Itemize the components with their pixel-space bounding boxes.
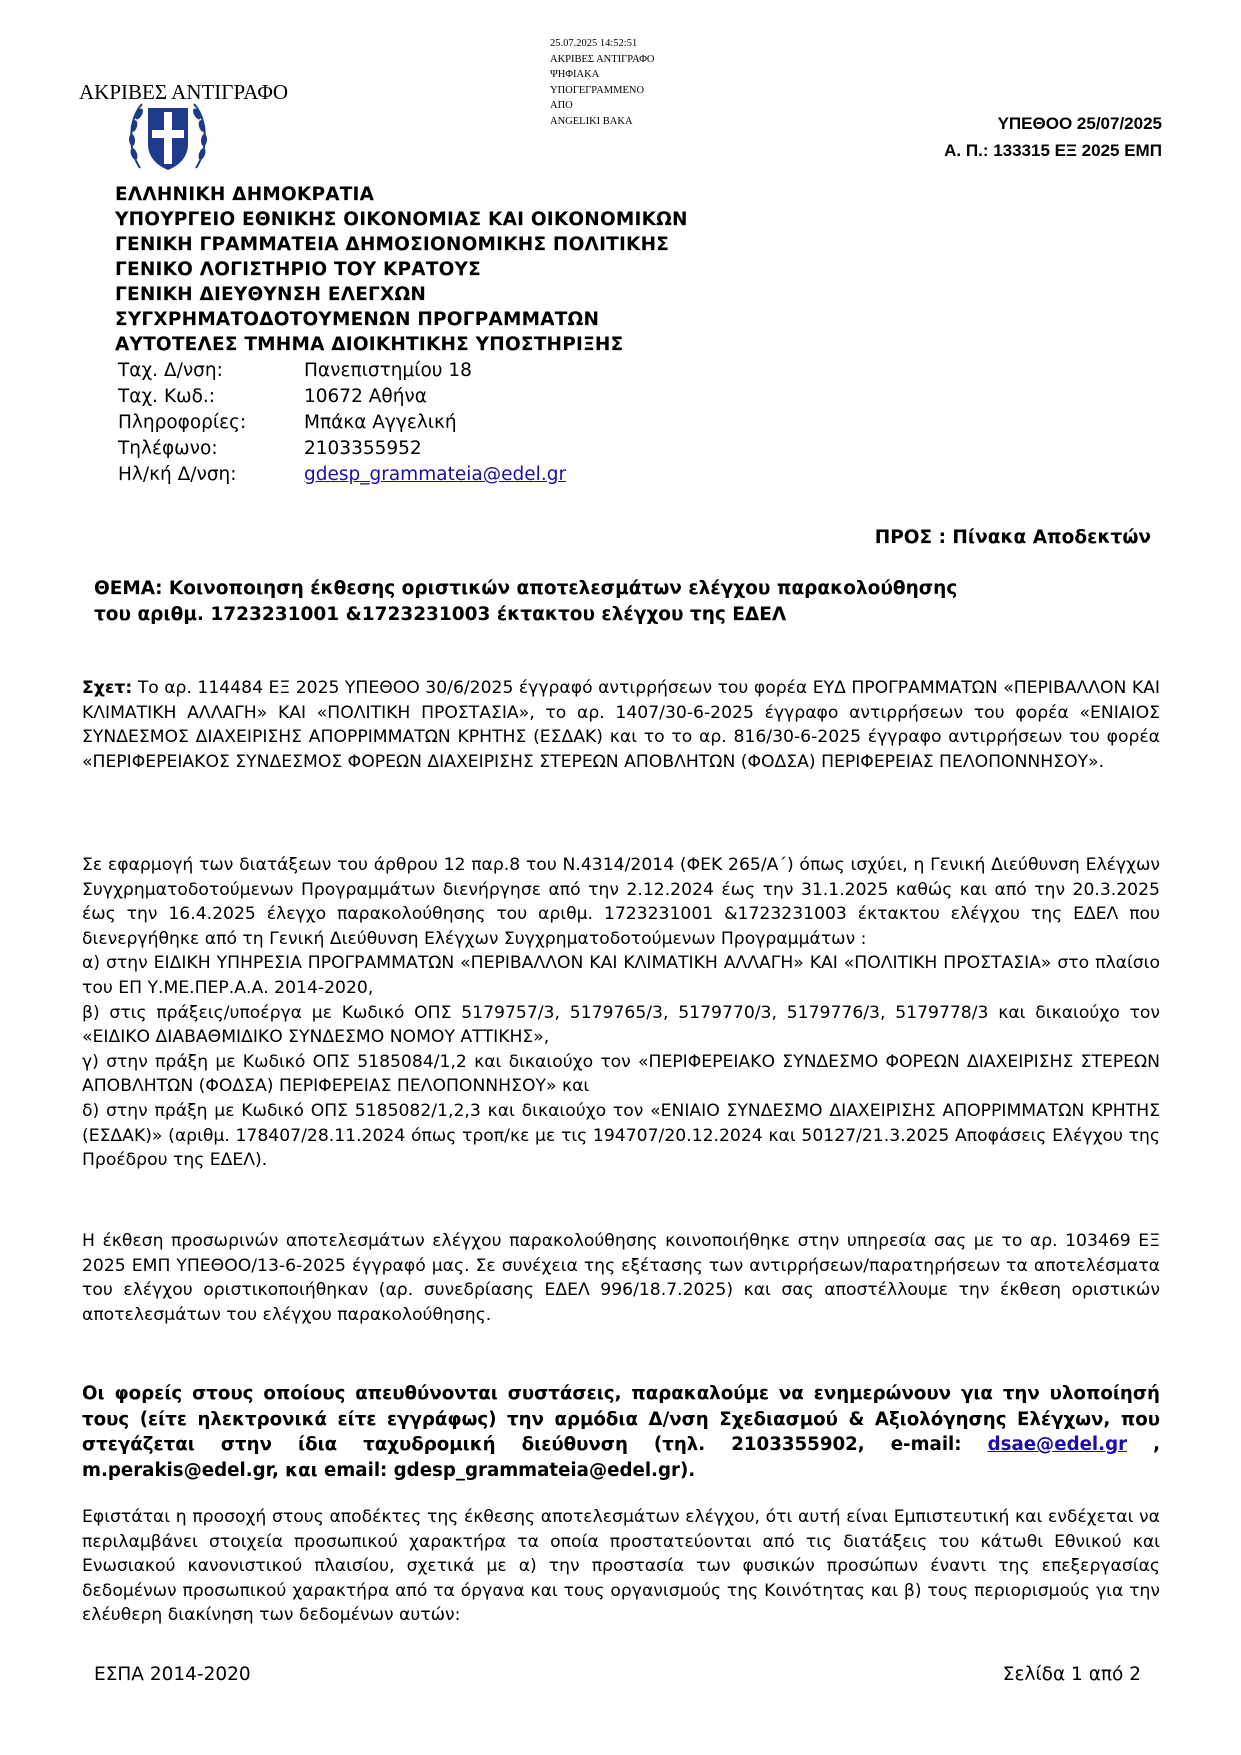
authority-line: ΓΕΝΙΚΗ ΓΡΑΜΜΑΤΕΙΑ ΔΗΜΟΣΙΟΝΟΜΙΚΗΣ ΠΟΛΙΤΙΚΗΣ [115,234,670,255]
recommendations-text-end: , m.perakis@edel.gr, και email: gdesp_grammateia@edel.gr). [82,1434,1160,1481]
contact-label: Πληροφορίες: [118,412,247,433]
report-text: Η έκθεση προσωρινών αποτελεσμάτων ελέγχου παρακολούθησης κοινοποιήθηκε στην υπηρεσία σας με το αρ. 103469 ΕΞ 2025 ΕΜΠ ΥΠΕΘΟΟ/13-6-2025 έγγραφό μας. Σε συνέχεια της εξέτασης των αντιρρήσεων/παρατηρήσεων τα αποτελέσματα του ελέγχου οριστικοποιήθηκαν (αρ. συνεδρίασης ΕΔΕΛ 996/18.7.2025) και σας αποστέλλουμε την έκθεση οριστικών αποτελεσμάτων του ελέγχου παρακολούθησης. [82,1231,1160,1325]
authority-line: ΑΥΤΟΤΕΛΕΣ ΤΜΗΜΑ ΔΙΟΙΚΗΤΙΚΗΣ ΥΠΟΣΤΗΡΙΞΗΣ [115,334,624,355]
authority-line: ΓΕΝΙΚΟ ΛΟΓΙΣΤΗΡΙΟ ΤΟΥ ΚΡΑΤΟΥΣ [115,259,481,280]
contact-value: Μπάκα Αγγελική [304,412,457,433]
page-number: Σελίδα 1 από 2 [1002,1664,1141,1685]
contact-label: Τηλέφωνο: [118,438,218,459]
contact-label: Ηλ/κή Δ/νση: [118,464,237,485]
authority-line: ΕΛΛΗΝΙΚΗ ΔΗΜΟΚΡΑΤΙΑ [115,184,375,205]
contact-row-phone [118,436,566,462]
contact-value: Πανεπιστημίου 18 [304,360,472,381]
authority-line: ΣΥΓΧΡΗΜΑΤΟΔΟΤΟΥΜΕΝΩΝ ΠΡΟΓΡΑΜΜΑΤΩΝ [115,309,600,330]
subject-line: του αριθμ. 1723231001 &1723231003 έκτακτου ελέγχου της ΕΔΕΛ [94,604,787,625]
subject [94,576,1094,628]
signature-line: ΑΚΡΙΒΕΣ ΑΝΤΙΓΡΑΦΟ [550,53,655,65]
contact-value: 2103355952 [304,438,422,459]
contact-row-postcode [118,384,566,410]
paragraph-recommendations [82,1381,1160,1483]
recipient-line: ΠΡΟΣ : Πίνακα Αποδεκτών [874,527,1151,548]
stamp-title: ΑΚΡΙΒΕΣ ΑΝΤΙΓΡΑΦΟ [79,80,289,104]
issuing-authority [115,182,688,357]
paragraph-audit [82,853,1160,1173]
related-label: Σχετ: [82,678,133,698]
contact-row-info [118,410,566,436]
contact-label: Ταχ. Δ/νση: [118,360,223,381]
confidentiality-text: Εφιστάται η προσοχή στους αποδέκτες της έκθεσης αποτελεσμάτων ελέγχου, ότι αυτή είναι Εμπιστευτική και ενδέχεται να περιλαμβάνει στοιχεία προσωπικού χαρακτήρα τα οποία προστατεύονται από τις διατάξεις του κάτωθι Εθνικού και Ενωσιακού κανονιστικού πλαισίου, σχετικά με α) την προστασία των φυσικών προσώπων έναντι της επεξεργασίας δεδομένων προσωπικού χαρακτήρα από τα όργανα και τους οργανισμούς της Κοινότητας και β) τους περιορισμούς για την ελέυθερη διακίνηση των δεδομένων αυτών: [82,1507,1160,1626]
contact-value: 10672 Αθήνα [304,386,427,407]
signature-line: ANGELIKI BAKA [550,115,633,127]
related-text: Το αρ. 114484 ΕΞ 2025 ΥΠΕΘΟΟ 30/6/2025 έγγραφό αντιρρήσεων του φορέα ΕΥΔ ΠΡΟΓΡΑΜΜΑΤΩΝ «ΠΕΡΙΒΑΛΛΟΝ ΚΑΙ ΚΛΙΜΑΤΙΚΗ ΑΛΛΑΓΗ» ΚΑΙ «ΠΟΛΙΤΙΚΗ ΠΡΟΣΤΑΣΙΑ», το αρ. 1407/30-6-2025 έγγραφο αντιρρήσεων του φορέα «ΕΝΙΑΙΟΣ ΣΥΝΔΕΣΜΟΣ ΔΙΑΧΕΙΡΙΣΗΣ ΑΠΟΡΡΙΜΜΑΤΩΝ ΚΡΗΤΗΣ (ΕΣΔΑΚ) και το το αρ. 816/30-6-2025 έγγραφο αντιρρήσεων του φορέα «ΠΕΡΙΦΕΡΕΙΑΚΟΣ ΣΥΝΔΕΣΜΟΣ ΦΟΡΕΩΝ ΔΙΑΧΕΙΡΙΣΗΣ ΣΤΕΡΕΩΝ ΑΠΟΒΛΗΤΩΝ (ΦΟΔΣΑ) ΠΕΡΙΦΕΡΕΙΑΣ ΠΕΛΟΠΟΝΝΗΣΟΥ». [82,678,1160,772]
greek-emblem [126,94,210,178]
audit-item-c: γ) στην πράξη με Κωδικό ΟΠΣ 5185084/1,2 και δικαιούχο τον «ΠΕΡΙΦΕΡΕΙΑΚΟ ΣΥΝΔΕΣΜΟ ΦΟΡΕΩΝ ΔΙΑΧΕΙΡΙΣΗΣ ΣΤΕΡΕΩΝ ΑΠΟΒΛΗΤΩΝ (ΦΟΔΣΑ) ΠΕΡΙΦΕΡΕΙΑΣ ΠΕΛΟΠΟΝΝΗΣΟΥ» και [82,1051,1160,1097]
signature-line: ΑΠΟ [550,100,573,111]
protocol-reference [944,110,1162,164]
signature-line: ΨΗΦΙΑΚΑ [550,69,600,80]
audit-item-d: δ) στην πράξη με Κωδικό ΟΠΣ 5185082/1,2,3 και δικαιούχο τον «ΕΝΙΑΙΟ ΣΥΝΔΕΣΜΟ ΔΙΑΧΕΙΡΙΣΗΣ ΑΠΟΡΡΙΜΜΑΤΩΝ ΚΡΗΤΗΣ (ΕΣΔΑΚ)» (αριθμ. 178407/28.11.2024 όπως τροπ/κε με τις 194707/20.12.2024 και 50127/21.3.2025 Αποφάσεις Ελέγχου της Προέδρου της ΕΔΕΛ). [82,1100,1160,1171]
subject-line: : Κοινοποιηση έκθεσης οριστικών αποτελεσμάτων ελέγχου παρακολούθησης [155,578,958,599]
email-link[interactable]: gdesp_grammateia@edel.gr [304,464,567,485]
audit-item-a: α) στην ΕΙΔΙΚΗ ΥΠΗΡΕΣΙΑ ΠΡΟΓΡΑΜΜΑΤΩΝ «ΠΕΡΙΒΑΛΛΟΝ ΚΑΙ ΚΛΙΜΑΤΙΚΗ ΑΛΛΑΓΗ» ΚΑΙ «ΠΟΛΙΤΙΚΗ ΠΡΟΣΤΑΣΙΑ» στο πλαίσιο του ΕΠ Υ.ΜΕ.ΠΕΡ.Α.Α. 2014-2020, [82,953,1160,998]
paragraph-report [82,1229,1160,1327]
recommendations-text: Οι φορείς στους οποίους απευθύνονται συστάσεις, παρακαλούμε να ενημερώνουν για την υλοποίησή τους (είτε ηλεκτρονικά είτε εγγράφως) την αρμόδια Δ/νση Σχεδιασμού & Αξιολόγησης Ελέγχων, που στεγάζεται στην ίδια ταχυδρομική διεύθυνση (τηλ. 2103355902, e-mail: [82,1383,1160,1455]
digital-signature-block [550,36,655,129]
reference-date: ΥΠΕΘΟΟ 25/07/2025 [997,114,1162,133]
dsae-email-link[interactable]: dsae@edel.gr [987,1434,1128,1455]
paragraph-related [82,676,1160,774]
contact-details [118,358,566,488]
signature-line: 25.07.2025 14:52:51 [550,38,638,49]
paragraph-confidentiality [82,1505,1160,1628]
footer-program: ΕΣΠΑ 2014-2020 [94,1664,251,1685]
contact-label: Ταχ. Κωδ.: [118,386,215,407]
signature-line: ΥΠΟΓΕΓΡΑΜΜΕΝΟ [550,84,645,96]
contact-row-email [118,462,566,488]
authority-line: ΥΠΟΥΡΓΕΙΟ ΕΘΝΙΚΗΣ ΟΙΚΟΝΟΜΙΑΣ ΚΑΙ ΟΙΚΟΝΟΜΙΚΩΝ [115,209,688,230]
subject-label: ΘΕΜΑ [94,578,156,599]
audit-intro: Σε εφαρμογή των διατάξεων του άρθρου 12 παρ.8 του Ν.4314/2014 (ΦΕΚ 265/Α΄) όπως ισχύει, η Γενική Διεύθυνση Ελέγχων Συγχρηματοδοτούμενων Προγραμμάτων διενήργησε από την 2.12.2024 έως την 31.1.2025 καθώς και από την 20.3.2025 έως την 16.4.2025 έλεγχο παρακολούθησης του αριθμ. 1723231001 &1723231003 έκτακτου ελέγχου της ΕΔΕΛ που διενεργήθηκε από τη Γενική Διεύθυνση Ελέγχων Συγχρηματοδοτούμενων Προγραμμάτων : [82,855,1160,949]
contact-row-address [118,358,566,384]
reference-number: Α. Π.: 133315 ΕΞ 2025 ΕΜΠ [944,141,1162,160]
audit-item-b: β) στις πράξεις/υποέργα με Κωδικό ΟΠΣ 5179757/3, 5179765/3, 5179770/3, 5179776/3, 5179778/3 και δικαιούχο τον «ΕΙΔΙΚΟ ΔΙΑΒΑΘΜΙΔΙΚΟ ΣΥΝΔΕΣΜΟ ΝΟΜΟΥ ΑΤΤΙΚΗΣ», [82,1002,1160,1048]
authority-line: ΓΕΝΙΚΗ ΔΙΕΥΘΥΝΣΗ ΕΛΕΓΧΩΝ [115,284,427,305]
